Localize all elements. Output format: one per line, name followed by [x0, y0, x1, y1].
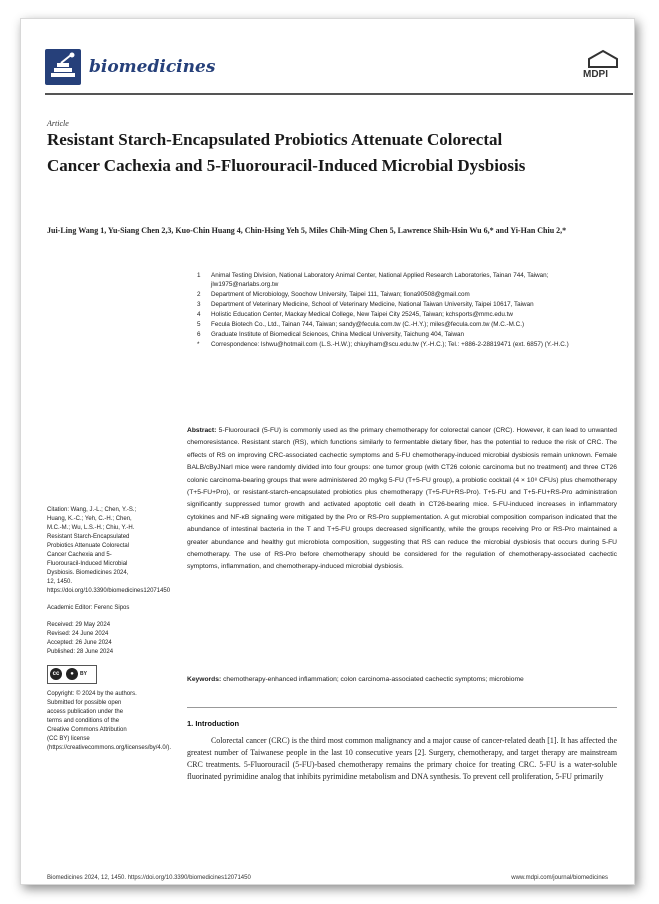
- section-divider: [187, 707, 617, 708]
- publisher-logo-icon: [581, 49, 625, 69]
- affiliation-item: 5 Fecula Biotech Co., Ltd., Tainan 744, Taiwan; sandy@fecula.com.tw (C.-H.Y.); miles@fecula.com.tw (M.C.-M.C.): [197, 321, 525, 328]
- abstract: [187, 425, 617, 574]
- publisher-logo: [581, 49, 625, 87]
- affiliation-item: 1 Animal Testing Division, National Laboratory Animal Center, National Applied Research Laboratories, Tainan 744, Taiwan; jlw1975@narlabs.org.tw: [197, 272, 549, 288]
- affiliation-item: 6 Graduate Institute of Biomedical Sciences, China Medical University, Taichung 404, Taiwan: [197, 331, 465, 338]
- journal-header: [45, 49, 625, 89]
- journal-logo-icon: [45, 49, 81, 85]
- journal-name: biomedicines: [89, 57, 216, 77]
- published-date: Published: 28 June 2024: [47, 649, 114, 655]
- affiliations: [197, 271, 617, 350]
- footer-citation[interactable]: Biomedicines 2024, 12, 1450. https://doi.org/10.3390/biomedicines12071450: [47, 875, 251, 881]
- keywords: [187, 674, 617, 686]
- person-icon: ●: [66, 668, 78, 680]
- author-list: Jui-Ling Wang 1, Yu-Siang Chen 2,3, Kuo-Chin Huang 4, Chin-Hsing Yeh 5, Miles Chih-Ming Chen 5, Lawrence Shih-Hsin Wu 6,* and Yi-Han Chiu 2,*: [47, 226, 567, 235]
- introduction-text: Colorectal cancer (CRC) is the third most common malignancy and a major cause of cancer-related death [1]. It has affected the greatest number of Taiwanese people in the last 10 consecutive years [2]. Surgery, chemotherapy, and target therapy are mainstream CRC treatments. 5-Fluorouracil (5-FU)-based chemotherapy remains the primary choice for treating CRC. 5-FU is a water-soluble fluorinated pyrimidine analog that inhibits pyrimidine metabolism and DNA synthesis. To prevent cell proliferation, 5-FU primarily: [187, 736, 617, 781]
- article-type: Article: [47, 119, 69, 128]
- cc-icon: cc: [50, 668, 62, 680]
- accepted-date: Accepted: 26 June 2024: [47, 640, 112, 646]
- correspondence: * Correspondence: lshwu@hotmail.com (L.S.-H.W.); chiuyiham@scu.edu.tw (Y.-H.C.); Tel.: +886-2-28819471 (ext. 6857) (Y.-H.C.): [197, 341, 569, 348]
- license-label: BY: [80, 671, 87, 677]
- section-heading: 1. Introduction: [187, 719, 240, 728]
- header-rule: [45, 93, 633, 95]
- copyright-notice: Copyright: © 2024 by the authors. Submitted for possible open access publication under the terms and conditions of the Creative Commons Attribution (CC BY) license (https://creativecommons.org/licenses/by/4.0/).: [47, 691, 172, 751]
- keywords-text: chemotherapy-enhanced inflammation; colon carcinoma-associated cachectic symptoms; microbiome: [223, 676, 524, 683]
- revised-date: Revised: 24 June 2024: [47, 631, 109, 637]
- abstract-label: Abstract:: [187, 427, 217, 434]
- received-date: Received: 29 May 2024: [47, 622, 111, 628]
- citation: Citation: Wang, J.-L.; Chen, Y.-S.; Huang, K.-C.; Yeh, C.-H.; Chen, M.C.-M.; Wu, L.S.-H.; Chiu, Y.-H. Resistant Starch-Encapsulated Probiotics Attenuate Colorectal Cancer Cachexia and 5-Fluorouracil-Induced Microbial Dysbiosis. Biomedicines 2024, 12, 1450. https://doi.org/10.3390/biomedicines12071450: [47, 507, 171, 594]
- footer-journal-url[interactable]: www.mdpi.com/journal/biomedicines: [511, 875, 608, 881]
- publisher-name: MDPI: [583, 69, 608, 80]
- abstract-text: 5-Fluorouracil (5-FU) is commonly used as the primary chemotherapy for colorectal cancer (CRC). However, it can lead to unwanted chemoresistance. Resistant starch (RS), which functions similarly to fermentable dietary fiber, has the potential to reduce the risk of CRC. The effects of RS on improving CRC-associated cachectic symptoms and 5-FU chemotherapy-induced microbial dysbiosis remain unknown. Female BALB/cByJNarl mice were randomly divided into four groups: one tumor group (with CT26 colonic carcinoma but no treatment) and three CT26 colonic carcinoma-bearing groups that were administered 20 mg/kg 5-FU (T+5-FU group), a probiotic cocktail (4 × 10⁸ CFUs) plus chemotherapy (T+5-FU+Pro), or resistant-starch-encapsulated probiotics plus chemotherapy (T+5-FU+RS-Pro). T+5-FU and T+5-FU+RS-Pro administration significantly suppressed tumor growth and activated apoptotic cell death in CT26-bearing mice. 5-FU-induced increases in inflammatory cytokines and NF-κB signaling were mitigated by the Pro or RS-Pro supplementation. A gut microbial composition comparison indicated that the abundance of intestinal bacteria in the T and T+5-FU groups decreased significantly, while the groups receiving Pro or RS-Pro maintained a greater abundance and healthy gut microbiota composition, suggesting that RS can reduce the microbial dysbiosis that occurs during 5-FU chemotherapy. The use of RS-Pro before chemotherapy should be considered for the regulation of chemotherapy-associated cachectic symptoms, inflammation, and chemotherapy-induced microbial dysbiosis.: [187, 427, 618, 571]
- affiliation-item: 2 Department of Microbiology, Soochow University, Taipei 111, Taiwan; fiona90508@gmail.com: [197, 291, 470, 298]
- article-title: Resistant Starch-Encapsulated Probiotics Attenuate Colorectal Cancer Cachexia and 5-Fluorouracil-Induced Microbial Dysbiosis: [47, 130, 526, 175]
- paper-page: [20, 18, 635, 885]
- affiliation-item: 3 Department of Veterinary Medicine, School of Veterinary Medicine, National Taiwan University, Taipei 10617, Taiwan: [197, 301, 534, 308]
- cc-license-badge[interactable]: [47, 665, 97, 684]
- academic-editor: Academic Editor: Ferenc Sipos: [47, 605, 130, 611]
- keywords-label: Keywords:: [187, 676, 222, 683]
- article-sidebar: [47, 506, 172, 761]
- affiliation-item: 4 Holistic Education Center, Mackay Medical College, New Taipei City 25245, Taiwan; kchsports@mmc.edu.tw: [197, 311, 513, 318]
